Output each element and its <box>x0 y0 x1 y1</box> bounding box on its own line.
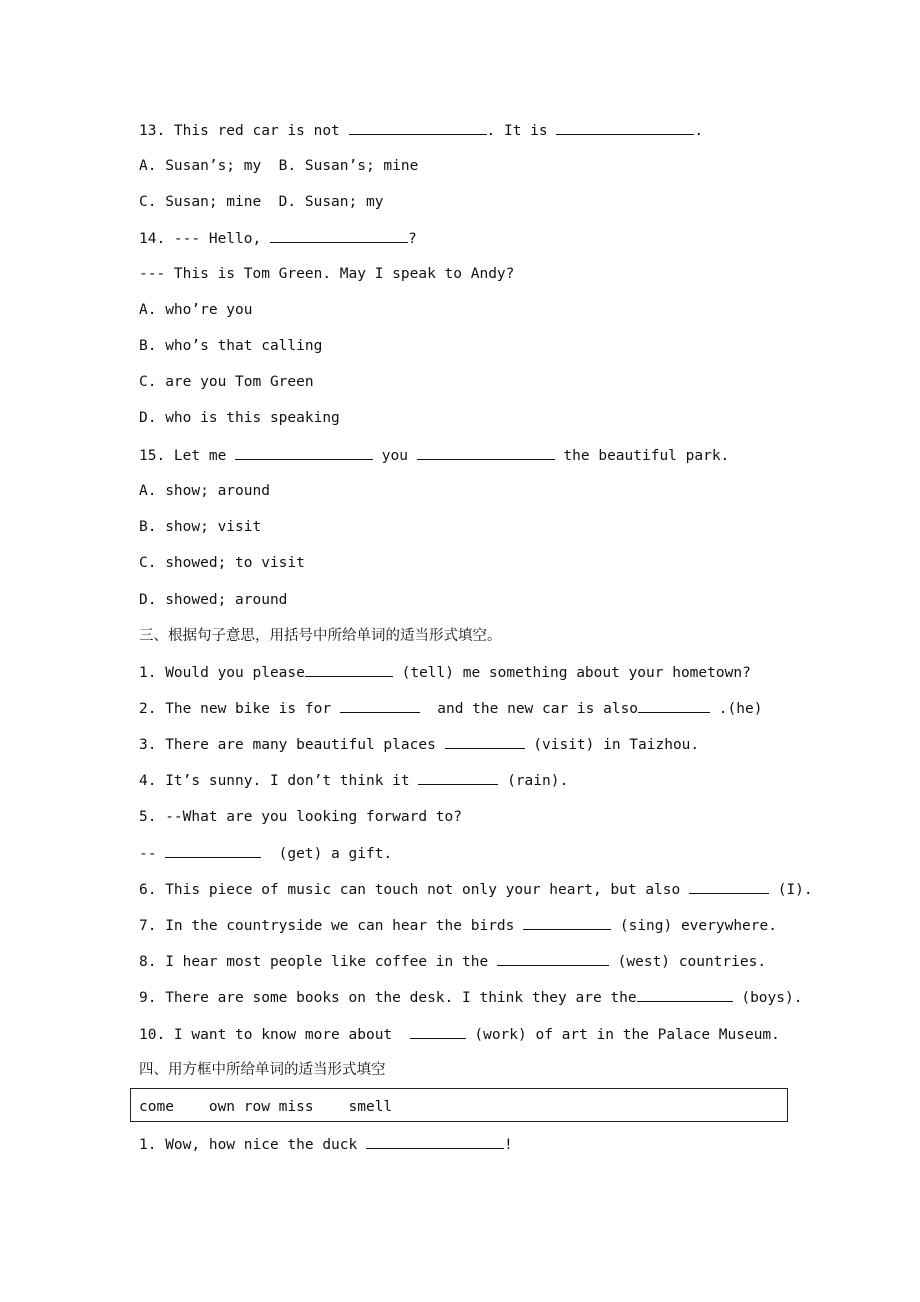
question-text: 15. Let me <box>139 448 236 464</box>
question-text: . <box>694 123 704 139</box>
fill-item-8 <box>139 951 766 972</box>
answer-blank[interactable] <box>637 987 733 1002</box>
answer-blank[interactable] <box>340 698 420 713</box>
item-text: (visit) in Taizhou. <box>524 737 700 753</box>
box-item-1 <box>139 1134 513 1155</box>
item-text: 1. Wow, how nice the duck <box>139 1137 366 1153</box>
item-text: 4. It’s sunny. I don’t think it <box>139 773 419 789</box>
item-text: 1. Would you please <box>139 665 305 681</box>
question-14 <box>139 228 417 249</box>
item-text: .(he) <box>710 701 763 717</box>
section-3-heading: 三、根据句子意思，用括号中所给单词的适当形式填空。 <box>139 628 502 644</box>
answer-blank[interactable] <box>235 445 373 460</box>
fill-item-4 <box>139 770 568 791</box>
item-text: 2. The new bike is for <box>139 701 340 717</box>
item-text: ! <box>503 1137 513 1153</box>
fill-item-3 <box>139 734 699 755</box>
question-text: the beautiful park. <box>554 448 730 464</box>
fill-item-7 <box>139 915 777 936</box>
answer-blank[interactable] <box>523 915 611 930</box>
item-text: (I). <box>768 882 813 898</box>
option-d: D. showed; around <box>139 592 288 608</box>
answer-blank[interactable] <box>497 951 609 966</box>
section-4-heading: 四、用方框中所给单词的适当形式填空 <box>139 1062 386 1078</box>
option-b: B. who’s that calling <box>139 338 323 354</box>
option-line: C. Susan; mine D. Susan; my <box>139 194 384 210</box>
item-text: (sing) everywhere. <box>611 918 777 934</box>
item-text: and the new car is also <box>419 701 639 717</box>
item-text: -- <box>139 846 166 862</box>
fill-item-5-answer <box>139 843 392 864</box>
fill-item-1 <box>139 662 751 683</box>
answer-blank[interactable] <box>366 1134 504 1149</box>
item-text: (work) of art in the Palace Museum. <box>465 1027 780 1043</box>
item-text: 10. I want to know more about <box>139 1027 410 1043</box>
question-text: 14. --- Hello, <box>139 231 270 247</box>
option-line: A. Susan’s; my B. Susan’s; mine <box>139 158 419 174</box>
answer-blank[interactable] <box>410 1024 466 1039</box>
item-text: 6. This piece of music can touch not only your heart, but also <box>139 882 689 898</box>
answer-blank[interactable] <box>638 698 710 713</box>
answer-blank[interactable] <box>417 445 555 460</box>
word-box <box>130 1088 788 1122</box>
item-text: 7. In the countryside we can hear the birds <box>139 918 524 934</box>
item-text: 9. There are some books on the desk. I think they are the <box>139 990 637 1006</box>
item-text: (boys). <box>732 990 803 1006</box>
question-15 <box>139 445 729 466</box>
fill-item-9 <box>139 987 802 1008</box>
option-b: B. show; visit <box>139 519 262 535</box>
question-text: . It is <box>486 123 557 139</box>
fill-item-10 <box>139 1024 780 1045</box>
item-text: (west) countries. <box>608 954 767 970</box>
item-text: (tell) me something about your hometown? <box>392 665 751 681</box>
answer-blank[interactable] <box>165 843 261 858</box>
option-c: C. are you Tom Green <box>139 374 314 390</box>
word-box-words: come own row miss smell <box>139 1099 393 1115</box>
question-13 <box>139 120 703 141</box>
answer-blank[interactable] <box>349 120 487 135</box>
fill-item-2 <box>139 698 762 719</box>
dialogue-reply: --- This is Tom Green. May I speak to Andy? <box>139 266 515 282</box>
answer-blank[interactable] <box>305 662 393 677</box>
item-text: (get) a gift. <box>261 846 393 862</box>
option-d: D. who is this speaking <box>139 410 340 426</box>
option-a: A. who’re you <box>139 302 253 318</box>
item-text: (rain). <box>498 773 569 789</box>
item-text: 3. There are many beautiful places <box>139 737 445 753</box>
answer-blank[interactable] <box>418 770 498 785</box>
answer-blank[interactable] <box>689 879 769 894</box>
question-text: ? <box>407 231 417 247</box>
option-a: A. show; around <box>139 483 270 499</box>
fill-item-6 <box>139 879 813 900</box>
answer-blank[interactable] <box>556 120 694 135</box>
question-text: you <box>373 448 417 464</box>
answer-blank[interactable] <box>270 228 408 243</box>
option-c: C. showed; to visit <box>139 555 305 571</box>
fill-item-5: 5. --What are you looking forward to? <box>139 809 463 825</box>
question-text: 13. This red car is not <box>139 123 349 139</box>
answer-blank[interactable] <box>445 734 525 749</box>
item-text: 8. I hear most people like coffee in the <box>139 954 497 970</box>
